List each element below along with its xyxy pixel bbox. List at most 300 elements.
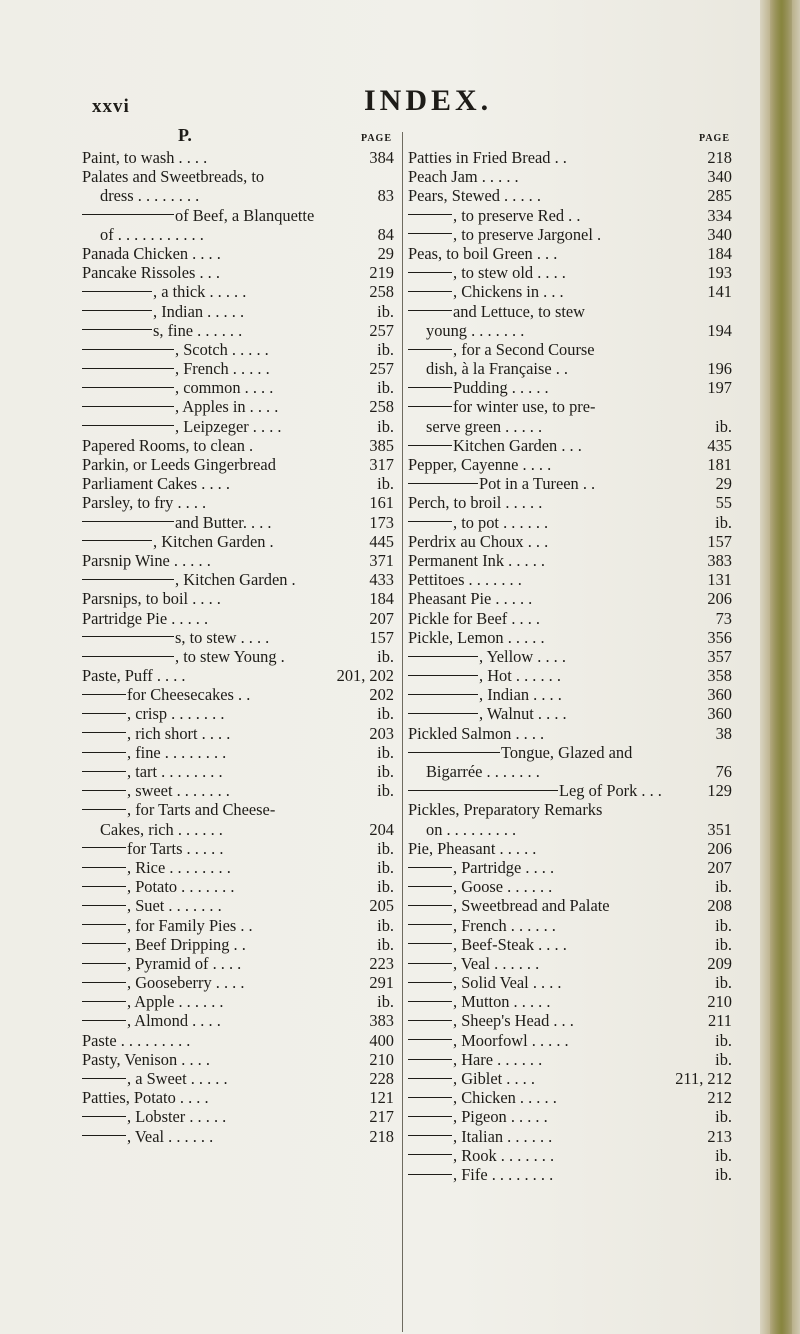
index-entry [408, 302, 732, 321]
index-entry [408, 685, 732, 704]
entry-text [408, 1127, 552, 1146]
ditto-rule [408, 1039, 452, 1040]
entry-page-number: 218 [369, 1126, 394, 1146]
entry-page-number: ib. [377, 857, 394, 877]
entry-page-number: ib. [377, 838, 394, 858]
entry-text [82, 877, 234, 896]
entry-text [408, 666, 561, 685]
entry-page-number: 285 [707, 186, 732, 206]
entry-label: , Giblet . . . . [453, 1069, 535, 1088]
entry-page-number: 385 [369, 435, 394, 455]
entry-text [82, 1031, 190, 1050]
entry-text [82, 992, 224, 1011]
entry-text [82, 263, 220, 282]
entry-page-number: 433 [369, 570, 394, 590]
entry-page-number: ib. [715, 877, 732, 897]
entry-label: , Partridge . . . . [453, 857, 555, 877]
entry-text [82, 1069, 228, 1088]
index-entry [82, 973, 394, 992]
entry-page-number: 210 [369, 1049, 394, 1069]
entry-label: , Rice . . . . . . . . [127, 857, 231, 877]
entry-page-number: 357 [707, 646, 732, 666]
ditto-rule [82, 636, 174, 637]
entry-text [408, 1165, 553, 1184]
index-entry [408, 839, 732, 858]
ditto-rule [408, 1154, 452, 1155]
entry-page-number: 76 [715, 762, 732, 781]
index-entry [82, 724, 394, 743]
entry-text [408, 206, 580, 225]
entry-page-number: 360 [707, 704, 732, 724]
entry-page-number: 213 [707, 1126, 732, 1146]
entry-text [408, 800, 602, 819]
ditto-rule [82, 214, 174, 215]
index-entry [408, 666, 732, 685]
entry-text [82, 570, 296, 589]
entry-text [426, 820, 516, 839]
ditto-rule [408, 483, 478, 484]
entry-page-number: ib. [715, 973, 732, 993]
entry-text [82, 800, 275, 819]
entry-text [408, 1011, 574, 1030]
entry-text [82, 455, 276, 474]
ditto-rule [408, 406, 452, 407]
index-entry [82, 704, 394, 723]
index-entry [408, 1107, 732, 1126]
entry-label: , tart . . . . . . . . [127, 762, 223, 781]
entry-text [408, 647, 566, 666]
entry-label: , to preserve Jargonel . [453, 224, 602, 244]
entry-label: , Chickens in . . . [453, 282, 564, 302]
index-entry [408, 455, 732, 474]
entry-page-number: 207 [369, 608, 394, 628]
ditto-rule [82, 809, 126, 810]
index-entry [82, 570, 394, 589]
entry-text [408, 954, 539, 973]
entry-text [82, 340, 269, 359]
entry-page-number: 211, 212 [675, 1069, 732, 1088]
ditto-rule [82, 752, 126, 753]
entry-text [100, 820, 223, 839]
entry-page-number: 383 [369, 1011, 394, 1031]
index-entry [408, 551, 732, 570]
entry-page-number: 340 [707, 224, 732, 244]
entry-label: , Gooseberry . . . . [127, 973, 245, 993]
entry-text [82, 781, 230, 800]
ditto-rule [82, 368, 174, 369]
entry-label: , Goose . . . . . . [453, 877, 553, 897]
page-column-label: PAGE [698, 132, 730, 144]
index-entry [82, 1127, 394, 1146]
entry-page-number: 217 [369, 1107, 394, 1127]
entry-text [408, 263, 566, 282]
index-entry [82, 455, 394, 474]
entry-label: dish, à la Française . . [426, 359, 569, 379]
entry-label: Parkin, or Leeds Gingerbread [82, 455, 276, 474]
entry-text [100, 225, 204, 244]
ditto-rule [82, 713, 126, 714]
entry-label: , Lobster . . . . . [127, 1107, 227, 1127]
entry-text [408, 186, 541, 205]
entry-label: , crisp . . . . . . . [127, 704, 225, 724]
entry-text [82, 417, 282, 436]
entry-page-number: 210 [707, 992, 732, 1012]
entry-text [408, 589, 532, 608]
ditto-rule [82, 790, 126, 791]
entry-text [408, 1050, 542, 1069]
entry-page-number: 384 [369, 148, 394, 167]
entry-text [82, 1127, 213, 1146]
entry-text [408, 167, 519, 186]
index-entry [82, 743, 394, 762]
ditto-rule [408, 963, 452, 964]
entry-label: Papered Rooms, to clean . [82, 435, 254, 455]
index-entry [408, 877, 732, 896]
entry-page-number: 204 [369, 819, 394, 839]
entry-label: , Leipzeger . . . . [175, 416, 282, 436]
index-entry [408, 647, 732, 666]
index-entry [408, 513, 732, 532]
index-entry [408, 378, 732, 397]
entry-text [426, 321, 524, 340]
entry-page-number: ib. [377, 339, 394, 359]
page-title: INDEX. [364, 84, 493, 117]
book-spine [760, 0, 800, 1334]
entry-text [408, 436, 582, 455]
entry-page-number: 205 [369, 896, 394, 916]
ditto-rule [82, 1001, 126, 1002]
entry-label: , Scotch . . . . . [175, 339, 269, 359]
entry-page-number: 131 [707, 570, 732, 590]
index-entry [408, 225, 732, 244]
entry-label: for winter use, to pre- [453, 397, 596, 417]
index-entry [408, 1031, 732, 1050]
ditto-rule [408, 291, 452, 292]
entry-page-number: 184 [707, 243, 732, 263]
index-entry [82, 916, 394, 935]
entry-label: , Fife . . . . . . . . [453, 1164, 554, 1184]
entry-label: , for Tarts and Cheese- [127, 800, 276, 820]
entry-label: Partridge Pie . . . . . [82, 608, 209, 628]
entry-label: Perch, to broil . . . . . [408, 493, 543, 513]
index-entry [82, 378, 394, 397]
entry-page-number: 173 [369, 512, 394, 532]
ditto-rule [82, 694, 126, 695]
entry-label: , to stew old . . . . [453, 263, 566, 283]
entry-text [408, 570, 522, 589]
index-entry [408, 186, 732, 205]
entry-text [408, 282, 564, 301]
entry-label: Pears, Stewed . . . . . [408, 186, 541, 206]
entry-page-number: 83 [377, 186, 394, 206]
entry-label: Perdrix au Choux . . . [408, 531, 549, 551]
ditto-rule [408, 1174, 452, 1175]
entry-text [82, 436, 253, 455]
ditto-rule [82, 1020, 126, 1021]
entry-label: Patties, Potato . . . . [82, 1088, 209, 1108]
ditto-rule [408, 272, 452, 273]
entry-page-number: ib. [377, 742, 394, 762]
entry-text [82, 954, 241, 973]
entry-text [82, 704, 224, 723]
index-entry [408, 148, 732, 167]
ditto-rule [408, 1135, 452, 1136]
index-entry [82, 666, 394, 685]
entry-label: , Mutton . . . . . [453, 992, 551, 1012]
entry-page-number: 38 [715, 723, 732, 743]
entry-page-number: 212 [707, 1088, 732, 1108]
entry-page-number: 258 [369, 397, 394, 417]
ditto-rule [408, 1097, 452, 1098]
entry-text [408, 493, 542, 512]
entry-page-number: 358 [707, 666, 732, 686]
ditto-rule [82, 579, 174, 580]
index-entry [82, 321, 394, 340]
entry-label: Cakes, rich . . . . . . [100, 819, 223, 839]
entry-page-number: 291 [369, 973, 394, 993]
index-entry [82, 493, 394, 512]
entry-label: Parsnips, to boil . . . . [82, 589, 221, 609]
ditto-rule [408, 886, 452, 887]
index-entry [82, 474, 394, 493]
ditto-rule [82, 886, 126, 887]
entry-label: , Solid Veal . . . . [453, 973, 562, 993]
index-entry [82, 206, 394, 225]
ditto-rule [82, 847, 126, 848]
entry-label: and Butter. . . . [175, 512, 272, 532]
entry-page-number: 184 [369, 589, 394, 609]
index-entry [82, 685, 394, 704]
entry-page-number: 334 [707, 205, 732, 225]
entry-page-number: 209 [707, 953, 732, 973]
entry-page-number: 218 [707, 148, 732, 167]
entry-label: , Pyramid of . . . . [127, 953, 242, 973]
entry-label: Kitchen Garden . . . [453, 435, 582, 455]
entry-page-number: 73 [715, 608, 732, 628]
entry-text [82, 321, 242, 340]
index-entry [408, 1088, 732, 1107]
entry-label: , Indian . . . . . [153, 301, 245, 321]
entry-label: , French . . . . . [175, 359, 270, 379]
ditto-rule [408, 1116, 452, 1117]
index-entry [82, 244, 394, 263]
entry-label: , Rook . . . . . . . [453, 1145, 555, 1165]
entry-label: , to pot . . . . . . [453, 512, 549, 532]
entry-text [408, 397, 595, 416]
entry-text [408, 685, 562, 704]
ditto-rule [408, 675, 478, 676]
entry-label: s, fine . . . . . . [153, 320, 243, 340]
index-entry [408, 800, 732, 819]
entry-label: Pheasant Pie . . . . . [408, 589, 533, 609]
index-entry [82, 436, 394, 455]
ditto-rule [408, 310, 452, 311]
index-entry [82, 532, 394, 551]
entry-page-number: ib. [715, 1107, 732, 1127]
entry-text [408, 877, 552, 896]
entry-page-number: 211 [708, 1011, 732, 1031]
column-header [408, 122, 732, 148]
entry-label: , French . . . . . . [453, 915, 556, 935]
entry-text [82, 551, 211, 570]
entry-label: , Beef-Steak . . . . [453, 934, 567, 954]
entry-page-number: ib. [377, 762, 394, 781]
index-entry [82, 992, 394, 1011]
index-entry [408, 532, 732, 551]
entry-text [408, 148, 567, 167]
entry-page-number: 360 [707, 685, 732, 705]
entry-text [82, 935, 246, 954]
entry-text [408, 704, 567, 723]
index-column-right [408, 122, 732, 1184]
page-column-label: PAGE [360, 132, 392, 144]
entry-label: of Beef, a Blanquette [175, 205, 315, 225]
entry-page-number: 203 [369, 723, 394, 743]
entry-text [82, 493, 206, 512]
entry-label: , Yellow . . . . [479, 646, 566, 666]
entry-page-number: 223 [369, 953, 394, 973]
ditto-rule [408, 867, 452, 868]
ditto-rule [82, 867, 126, 868]
entry-page-number: ib. [377, 646, 394, 666]
entry-page-number: ib. [377, 915, 394, 935]
index-entry [408, 474, 732, 493]
index-entry [408, 896, 732, 915]
entry-page-number: 356 [707, 627, 732, 647]
entry-page-number: 55 [715, 493, 732, 513]
entry-text [408, 378, 549, 397]
index-entry [408, 762, 732, 781]
entry-page-number: 121 [369, 1088, 394, 1108]
index-entry [82, 609, 394, 628]
entry-page-number: 161 [369, 493, 394, 513]
entry-text [408, 225, 601, 244]
ditto-rule [82, 963, 126, 964]
entry-text [82, 896, 222, 915]
entry-text [82, 724, 230, 743]
entry-text [408, 1088, 557, 1107]
ditto-rule [408, 694, 478, 695]
entry-page-number: ib. [715, 915, 732, 935]
entry-label: of . . . . . . . . . . . [100, 224, 204, 244]
index-entry [82, 647, 394, 666]
entry-text [82, 685, 250, 704]
entry-text [82, 628, 269, 647]
entry-text [82, 1011, 221, 1030]
ditto-rule [82, 406, 174, 407]
index-entry [82, 589, 394, 608]
entry-text [82, 378, 273, 397]
index-entry [408, 609, 732, 628]
entry-label: , Indian . . . . [479, 685, 562, 705]
entry-page-number: ib. [377, 301, 394, 321]
index-entry [82, 858, 394, 877]
entry-label: and Lettuce, to stew [453, 301, 585, 321]
index-entry [82, 1069, 394, 1088]
ditto-rule [408, 445, 452, 446]
entry-page-number: ib. [377, 704, 394, 724]
entry-text [408, 992, 550, 1011]
entry-label: , Chicken . . . . . [453, 1088, 557, 1108]
entry-page-number: 181 [707, 455, 732, 474]
ditto-rule [82, 732, 126, 733]
entry-text [82, 1107, 226, 1126]
entry-label: Paste, Puff . . . . [82, 666, 186, 686]
entry-label: , Apple . . . . . . [127, 992, 224, 1012]
index-entry [408, 743, 732, 762]
ditto-rule [82, 1135, 126, 1136]
entry-text [82, 743, 226, 762]
entry-label: Pasty, Venison . . . . [82, 1049, 210, 1069]
entry-page-number: 141 [707, 282, 732, 302]
entry-page-number: 129 [707, 781, 732, 801]
ditto-rule [82, 329, 152, 330]
entry-text [82, 839, 223, 858]
index-entry [82, 417, 394, 436]
index-entry [82, 225, 394, 244]
entry-page-number: 257 [369, 320, 394, 340]
entry-text [82, 397, 278, 416]
entry-page-number: 194 [707, 320, 732, 340]
entry-page-number: 29 [377, 243, 394, 263]
entry-text [408, 839, 536, 858]
entry-label: Pancake Rissoles . . . [82, 263, 220, 283]
entry-text [82, 666, 186, 685]
entry-page-number: 201, 202 [336, 666, 394, 686]
ditto-rule [408, 349, 452, 350]
ditto-rule [82, 1078, 126, 1079]
ditto-rule [82, 291, 152, 292]
entry-label: , Pigeon . . . . . [453, 1107, 548, 1127]
entry-text [408, 244, 557, 263]
index-entry [82, 186, 394, 205]
ditto-rule [82, 425, 174, 426]
entry-text [82, 858, 231, 877]
entry-label: , Beef Dripping . . [127, 934, 246, 954]
entry-label: , Apples in . . . . [175, 397, 279, 417]
ditto-rule [82, 924, 126, 925]
entry-label: serve green . . . . . [426, 416, 543, 436]
entry-page-number: 351 [707, 819, 732, 839]
entry-label: Parsley, to fry . . . . [82, 493, 207, 513]
entry-label: Pettitoes . . . . . . . [408, 570, 522, 590]
index-entry [408, 1146, 732, 1165]
entry-page-number: 202 [369, 685, 394, 705]
ditto-rule [82, 905, 126, 906]
index-entry [408, 628, 732, 647]
entry-label: , rich short . . . . [127, 723, 231, 743]
entry-page-number: 196 [707, 359, 732, 379]
entry-label: Bigarrée . . . . . . . [426, 762, 540, 781]
entry-label: , Italian . . . . . . [453, 1126, 553, 1146]
index-entry [82, 513, 394, 532]
entry-page-number: 29 [715, 474, 732, 494]
entry-text [408, 896, 610, 915]
index-entry [82, 781, 394, 800]
entry-page-number: 400 [369, 1030, 394, 1050]
entry-label: Permanent Ink . . . . . [408, 550, 546, 570]
entry-label: on . . . . . . . . . [426, 819, 517, 839]
entry-label: Pie, Pheasant . . . . . [408, 838, 537, 858]
entry-page-number: ib. [377, 934, 394, 954]
entry-label: , to stew Young . [175, 646, 285, 666]
entry-label: Parsnip Wine . . . . . [82, 550, 211, 570]
index-entry [82, 1107, 394, 1126]
entry-label: Pickle, Lemon . . . . . [408, 627, 545, 647]
index-entry [82, 1050, 394, 1069]
entry-page-number: 157 [369, 627, 394, 647]
entry-page-number: 219 [369, 263, 394, 283]
